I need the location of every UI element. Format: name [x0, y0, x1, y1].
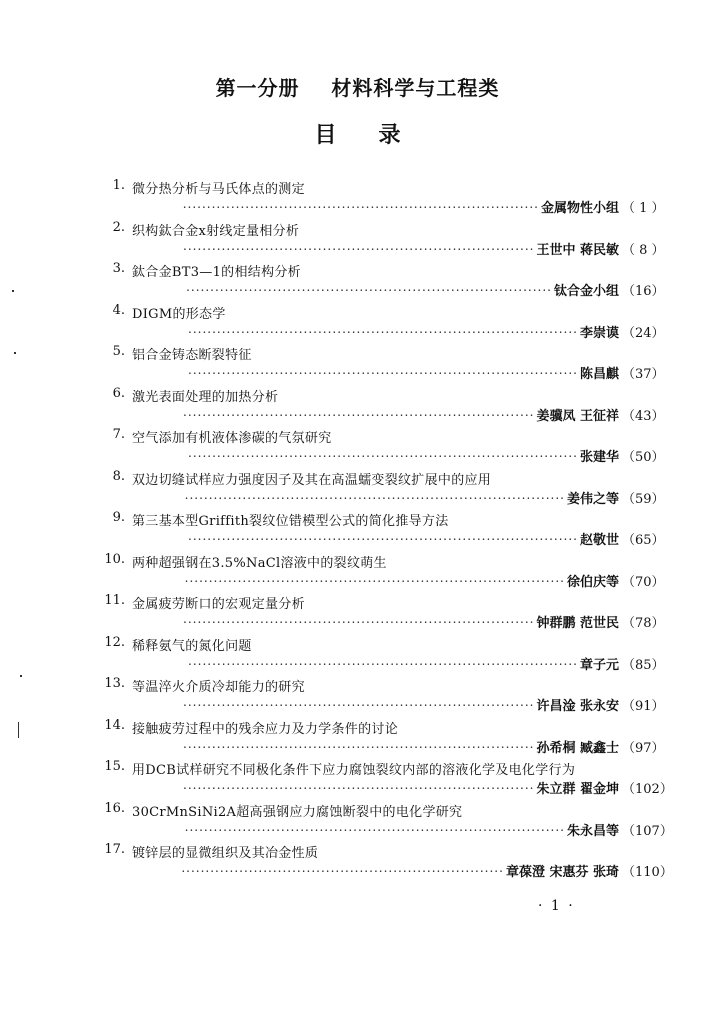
entry-title: 用DCB试样研究不同极化条件下应力腐蚀裂纹内部的溶液化学及电化学行为	[132, 763, 576, 778]
entry-page: （59）	[622, 491, 665, 507]
entry-number: 10.	[104, 551, 125, 567]
entry-authors: 姜伟之等	[566, 491, 619, 507]
entry-authors: 章子元	[579, 657, 619, 673]
entry-number: 2.	[112, 219, 125, 235]
entry-authors: 赵敬世	[579, 533, 619, 548]
entry-authors: 朱立群 翟金坤	[536, 782, 619, 797]
entry-page: （24）	[622, 325, 665, 341]
entry-page: （85）	[622, 657, 665, 673]
toc-entry	[0, 178, 715, 220]
dot-leader: .................................................................................	[188, 321, 578, 336]
entry-page: （110）	[622, 865, 673, 880]
entry-number: 1.	[112, 178, 125, 193]
dot-leader: ..........................................................................	[182, 197, 539, 211]
dot-leader: .................................................................................	[188, 529, 578, 543]
table-of-contents	[0, 178, 715, 884]
scan-speck	[20, 675, 22, 677]
entry-page: （78）	[622, 616, 665, 631]
toc-entry	[0, 718, 715, 760]
entry-authors: 章葆澄 宋惠芬 张琦	[505, 865, 619, 880]
dot-leader: .........................................................................	[183, 238, 535, 253]
toc-entry	[0, 469, 715, 511]
dot-leader: .........................................................................	[183, 612, 535, 626]
toc-entry	[0, 220, 715, 262]
entry-title: 鈦合金BT3—1的相结构分析	[132, 265, 301, 280]
entry-number: 9.	[112, 510, 125, 525]
entry-title: 铝合金铸态断裂特征	[132, 348, 252, 363]
entry-authors: 钛合金小组	[553, 284, 619, 299]
entry-number: 16.	[104, 800, 125, 816]
page-number: · 1 ·	[538, 898, 575, 914]
entry-title: 镀锌层的显微组织及其冶金性质	[132, 846, 319, 861]
entry-title: 空气添加有机液体渗碳的气氛研究	[132, 431, 332, 446]
toc-entry	[0, 676, 715, 718]
toc-entry	[0, 386, 715, 428]
dot-leader: ...............................................................................	[184, 487, 565, 502]
dot-leader: ............................................................................	[186, 280, 552, 294]
entry-authors: 姜骥凤 王征祥	[536, 408, 619, 424]
scan-speck	[12, 290, 14, 292]
entry-title: 织构鈦合金x射线定量相分析	[132, 223, 300, 239]
entry-number: 15.	[104, 759, 125, 774]
entry-page: （43）	[622, 408, 665, 424]
toc-entry	[0, 593, 715, 635]
entry-number: 13.	[104, 676, 125, 691]
dot-leader: .........................................................................	[183, 778, 535, 792]
toc-entry	[0, 759, 715, 801]
entry-number: 3.	[112, 261, 125, 276]
entry-title: 金属疲劳断口的宏观定量分析	[132, 597, 305, 612]
entry-number: 6.	[112, 385, 125, 401]
entry-title: 微分热分析与马氏体点的测定	[132, 182, 305, 197]
entry-number: 17.	[104, 842, 125, 857]
dot-leader: .........................................................................	[183, 404, 535, 419]
scan-line	[18, 722, 19, 738]
toc-entry	[0, 842, 715, 884]
entry-title: 双边切缝试样应力强度因子及其在高温蠕变裂纹扩展中的应用	[132, 472, 492, 488]
entry-title: 接触疲劳过程中的残余应力及力学条件的讨论	[132, 721, 399, 737]
toc-title: 目录	[314, 123, 443, 148]
toc-entry	[0, 303, 715, 345]
entry-page: （70）	[622, 574, 665, 590]
entry-page: （16）	[622, 284, 665, 299]
entry-page: （37）	[622, 367, 665, 382]
dot-leader: .................................................................................	[188, 653, 578, 668]
entry-title: 稀释氨气的氮化问题	[132, 638, 252, 654]
dot-leader: ...............................................................................	[184, 570, 565, 585]
entry-authors: 朱永昌等	[566, 823, 619, 839]
entry-authors: 钟群鹏 范世民	[536, 616, 619, 631]
entry-authors: 张建华	[579, 450, 619, 465]
entry-authors: 李崇谟	[579, 325, 619, 341]
dot-leader: ...............................................................................	[184, 819, 565, 834]
entry-page: （107）	[622, 823, 673, 839]
toc-entry	[0, 261, 715, 303]
part-title: 第一分册 材料科学与工程类	[215, 76, 500, 100]
entry-page: （50）	[622, 450, 665, 465]
entry-authors: 王世中 蒋民敏	[536, 242, 619, 258]
dot-leader: .........................................................................	[183, 736, 535, 751]
entry-page: （65）	[622, 533, 665, 548]
entry-authors: 孙希桐 臧鑫士	[536, 740, 619, 756]
toc-entry	[0, 635, 715, 677]
entry-authors: 金属物性小组	[540, 201, 619, 216]
toc-entry	[0, 427, 715, 469]
entry-number: 4.	[112, 302, 125, 318]
entry-title: 第三基本型Griffith裂纹位错模型公式的简化推导方法	[132, 514, 449, 529]
entry-title: 激光表面处理的加热分析	[132, 389, 279, 405]
entry-authors: 陈昌麒	[579, 367, 619, 382]
toc-entry	[0, 510, 715, 552]
entry-number: 12.	[104, 634, 125, 650]
entry-page: （91）	[622, 699, 665, 714]
entry-page: （102）	[622, 782, 673, 797]
entry-page: （97）	[622, 740, 665, 756]
entry-title: 两种超强钢在3.5%NaCl溶液中的裂纹萌生	[132, 555, 387, 571]
dot-leader: .................................................................................	[188, 446, 578, 460]
entry-page: （ 8 ）	[622, 242, 665, 258]
entry-authors: 徐伯庆等	[566, 574, 619, 590]
entry-number: 8.	[112, 468, 125, 484]
toc-entry	[0, 344, 715, 386]
entry-title: 30CrMnSiNi2A超高强钢应力腐蚀断裂中的电化学研究	[132, 804, 463, 820]
toc-entry	[0, 801, 715, 843]
dot-leader: .........................................................................	[183, 695, 535, 709]
dot-leader: ...................................................................	[181, 861, 504, 875]
toc-entry	[0, 552, 715, 594]
scan-speck	[14, 352, 16, 354]
entry-number: 7.	[112, 427, 125, 442]
entry-title: DIGM的形态学	[132, 306, 226, 322]
entry-title: 等温淬火介质冷却能力的研究	[132, 680, 305, 695]
entry-page: （ 1 ）	[622, 201, 665, 216]
entry-number: 14.	[104, 717, 125, 733]
entry-number: 11.	[104, 593, 125, 608]
dot-leader: .................................................................................	[188, 363, 578, 377]
entry-authors: 许昌淦 张永安	[536, 699, 619, 714]
entry-number: 5.	[112, 344, 125, 359]
